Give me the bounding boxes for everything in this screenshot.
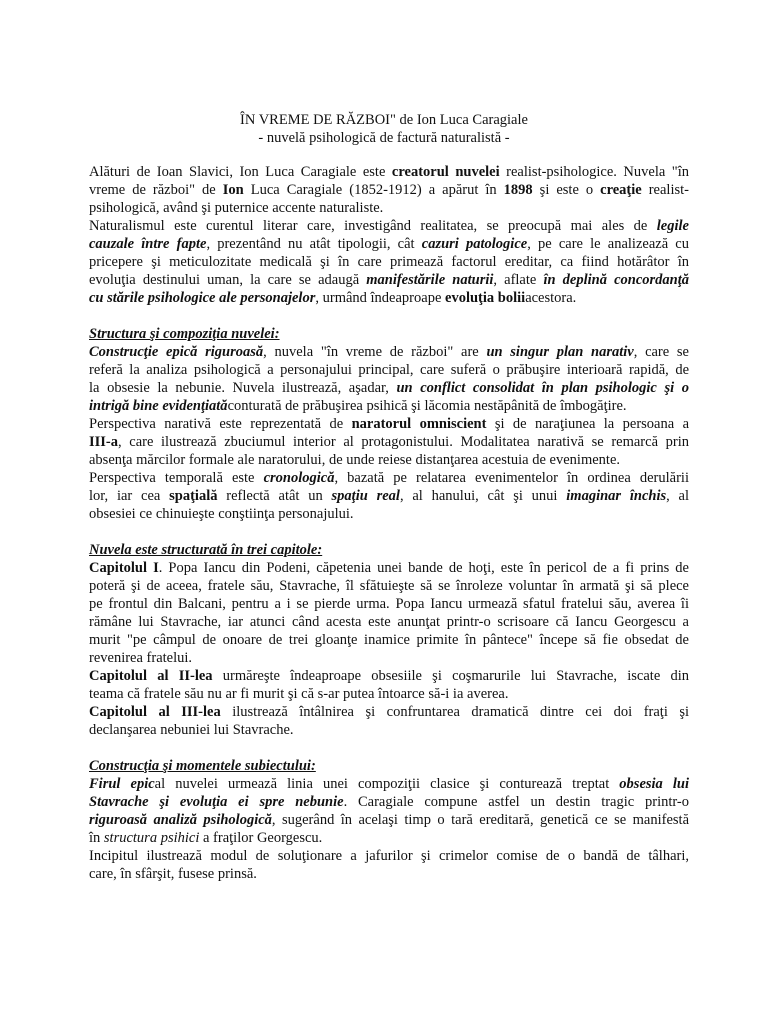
capitolul-3-paragraph (89, 703, 689, 739)
text-run: al nuvelei urmează linia unei compoziţii clasice şi conturează treptat (154, 776, 620, 792)
text-run: care, în sfârşit, fusese prinsă. (89, 866, 257, 882)
text-run: realist-psihologice. Nuvela "în (499, 164, 689, 180)
text-run: , bazată pe relatarea evenimentelor în ordinea derulării (334, 470, 689, 486)
text-run: referă la analiza psihologică a personajului principal, care suferă o prăbuşire interioară rapidă, de (89, 362, 689, 378)
emphasis-spatiu-real: spaţiu real (331, 488, 400, 504)
constructia-paragraph-2 (89, 847, 689, 883)
text-run: obsesiei ce chinuieşte conştiinţa personajului. (89, 506, 354, 522)
emphasis-imaginar-inchis: imaginar închis (566, 488, 667, 504)
emphasis-obsesia-lui: obsesia lui (619, 776, 689, 792)
text-run: reflectă atât un (217, 488, 332, 504)
text-run: în (89, 830, 104, 846)
text-run: evoluţia destinului uman, la care se adaugă (89, 272, 367, 288)
text-run: rămâne lui Stavrache, iar atunci când acesta este anunţat printr-o scrisoare că Iancu Georgescu a (89, 614, 689, 630)
emphasis-evolutia-bolii: evoluţia bolii (445, 290, 526, 306)
text-run: acestora. (525, 290, 577, 306)
text-run: vreme de război" de (89, 182, 223, 198)
text-run: , urmând îndeaproape (315, 290, 446, 306)
emphasis-spatiala: spaţială (169, 488, 218, 504)
emphasis-year: 1898 (503, 182, 533, 198)
document-title (0, 111, 768, 147)
text-run: , nuvela "în vreme de război" are (263, 344, 487, 360)
text-run: , al (666, 488, 690, 504)
emphasis-iii-a: III-a (89, 434, 119, 450)
text-run: , pe care le analizează cu (527, 236, 689, 252)
text-run: la obsesie la nebunie. Nuvela ilustrează, aşadar, (89, 380, 397, 396)
text-run: şi este o (532, 182, 601, 198)
text-run: urmăreşte îndeaproape obsesiile şi coşmarurile lui Stavrache, iscate din (212, 668, 689, 684)
text-run: Luca Caragiale (1852-1912) a apărut în (243, 182, 504, 198)
text-run: Naturalismul este curentul literar care, investigând realitatea, se preocupă mai ales de (89, 218, 657, 234)
emphasis-starile-psihologice: cu stările psihologice ale personajelor (89, 290, 316, 306)
text-run: , care se (633, 344, 689, 360)
emphasis-plan-narativ: un singur plan narativ (486, 344, 634, 360)
emphasis-constructie-epica: Construcţie epică riguroasă (89, 344, 264, 360)
text-run: . Popa Iancu din Podeni, căpetenia unei bande de hoţi, este în pericol de a fi prins de (158, 560, 689, 576)
text-run: murit "pe câmpul de onoare de trei gloanţe inamice primite în pântece" începe să fie obsedat de (89, 632, 689, 648)
emphasis-manifestarile-naturii: manifestările naturii (366, 272, 494, 288)
section-heading-structura: Structura şi compoziţia nuvelei: (89, 326, 280, 342)
text-run: pe frontul din Balcani, pentru a i se pierde urma. Popa Iancu urmează sfatul fratelui său, averea îi (89, 596, 689, 612)
text-run: şi de naraţiunea la persoana a (486, 416, 690, 432)
emphasis-cronologica: cronologică (263, 470, 335, 486)
emphasis-creatie: creaţie (600, 182, 642, 198)
emphasis-cauzale: cauzale între fapte (89, 236, 207, 252)
text-run: conturată de prăbuşirea psihică şi lăcomia nestăpânită de îmbogăţire. (227, 398, 627, 414)
text-run: declanşarea nebuniei lui Stavrache. (89, 722, 294, 738)
constructia-paragraph-1 (89, 775, 689, 847)
text-run: lor, iar cea (89, 488, 170, 504)
text-run: , prezentând nu atât tipologii, cât (206, 236, 422, 252)
title-line-2: - nuvelă psihologică de factură naturalistă - (258, 130, 510, 146)
emphasis-stavrache-nebunie: Stavrache şi evoluţia ei spre nebunie (89, 794, 344, 810)
text-run: realist- (641, 182, 689, 198)
text-run: pricepere şi meticulozitate medicală şi în care primează factorul ereditar, ca fiind hotărâtor în (89, 254, 689, 270)
emphasis-legile: legile (656, 218, 689, 234)
emphasis-creatorul-nuvelei: creatorul nuvelei (391, 164, 500, 180)
emphasis-ion: Ion (222, 182, 244, 198)
text-run: , sugerând în acelaşi timp o tară ereditară, genetică ce se manifestă (271, 812, 689, 828)
section-heading-constructia: Construcţia şi momentele subiectului: (89, 758, 316, 774)
document-body (89, 163, 689, 883)
capitolul-2-paragraph (89, 667, 689, 703)
text-run: ilustrează întâlnirea şi confruntarea dramatică dintre cei doi fraţi şi (220, 704, 689, 720)
text-run: Incipitul ilustrează modul de soluţionare a jafurilor şi crimelor comise de o bandă de tâlhari, (89, 848, 689, 864)
text-run: , aflate (493, 272, 544, 288)
emphasis-cazuri-patologice: cazuri patologice (421, 236, 528, 252)
intro-paragraph-1 (89, 163, 689, 217)
intro-paragraph-2 (89, 217, 689, 307)
emphasis-intriga: intrigă bine evidenţiată (89, 398, 228, 414)
title-line-1: ÎN VREME DE RĂZBOI" de Ion Luca Caragiale (240, 112, 528, 128)
emphasis-structura-psihici: structura psihici (103, 830, 200, 846)
text-run: Alături de Ioan Slavici, Ion Luca Caragiale este (89, 164, 392, 180)
capitolul-1-paragraph (89, 559, 689, 667)
text-run: Perspectiva narativă este reprezentată de (89, 416, 352, 432)
emphasis-capitolul-1: Capitolul I (89, 560, 159, 576)
emphasis-si-o: şi o (664, 380, 690, 396)
emphasis-conflict: un conflict consolidat în plan psihologic (396, 380, 657, 396)
section-heading-capitole: Nuvela este structurată în trei capitole: (89, 542, 323, 558)
emphasis-capitolul-3: Capitolul al III-lea (89, 704, 221, 720)
text-run: poteră şi de aceea, fratele său, Stavrache, îl sfătuieşte să se înroleze voluntar în armată şi să plece (89, 578, 689, 594)
text-run: , care ilustrează zbuciumul interior al protagonistului. Modalitatea narativă se remarcă prin (118, 434, 689, 450)
emphasis-firul-epic: Firul epic (89, 776, 155, 792)
emphasis-analiza-psihologica: riguroasă analiză psihologică (89, 812, 272, 828)
emphasis-concordanta: în deplină concordanţă (543, 272, 689, 288)
text-run: teama că fratele său nu ar fi murit şi că s-ar putea întoarce să-i ia averea. (89, 686, 509, 702)
emphasis-narator-omniscient: naratorul omniscient (351, 416, 487, 432)
text-run: revenirea fratelui. (89, 650, 193, 666)
structura-paragraph-2 (89, 415, 689, 469)
structura-paragraph-3 (89, 469, 689, 523)
text-run: , al hanului, cât şi unui (399, 488, 567, 504)
text-run: a fraţilor Georgescu. (199, 830, 323, 846)
text-run: Perspectiva temporală este (89, 470, 264, 486)
text-run: psihologică, având şi puternice accente naturaliste. (89, 200, 384, 216)
text-run: absenţa mărcilor formale ale naratorului, de unde reiese distanţarea acestuia de evenimente. (89, 452, 621, 468)
emphasis-capitolul-2: Capitolul al II-lea (89, 668, 213, 684)
structura-paragraph-1 (89, 343, 689, 415)
text-run: . Caragiale compune astfel un destin tragic printr-o (343, 794, 689, 810)
